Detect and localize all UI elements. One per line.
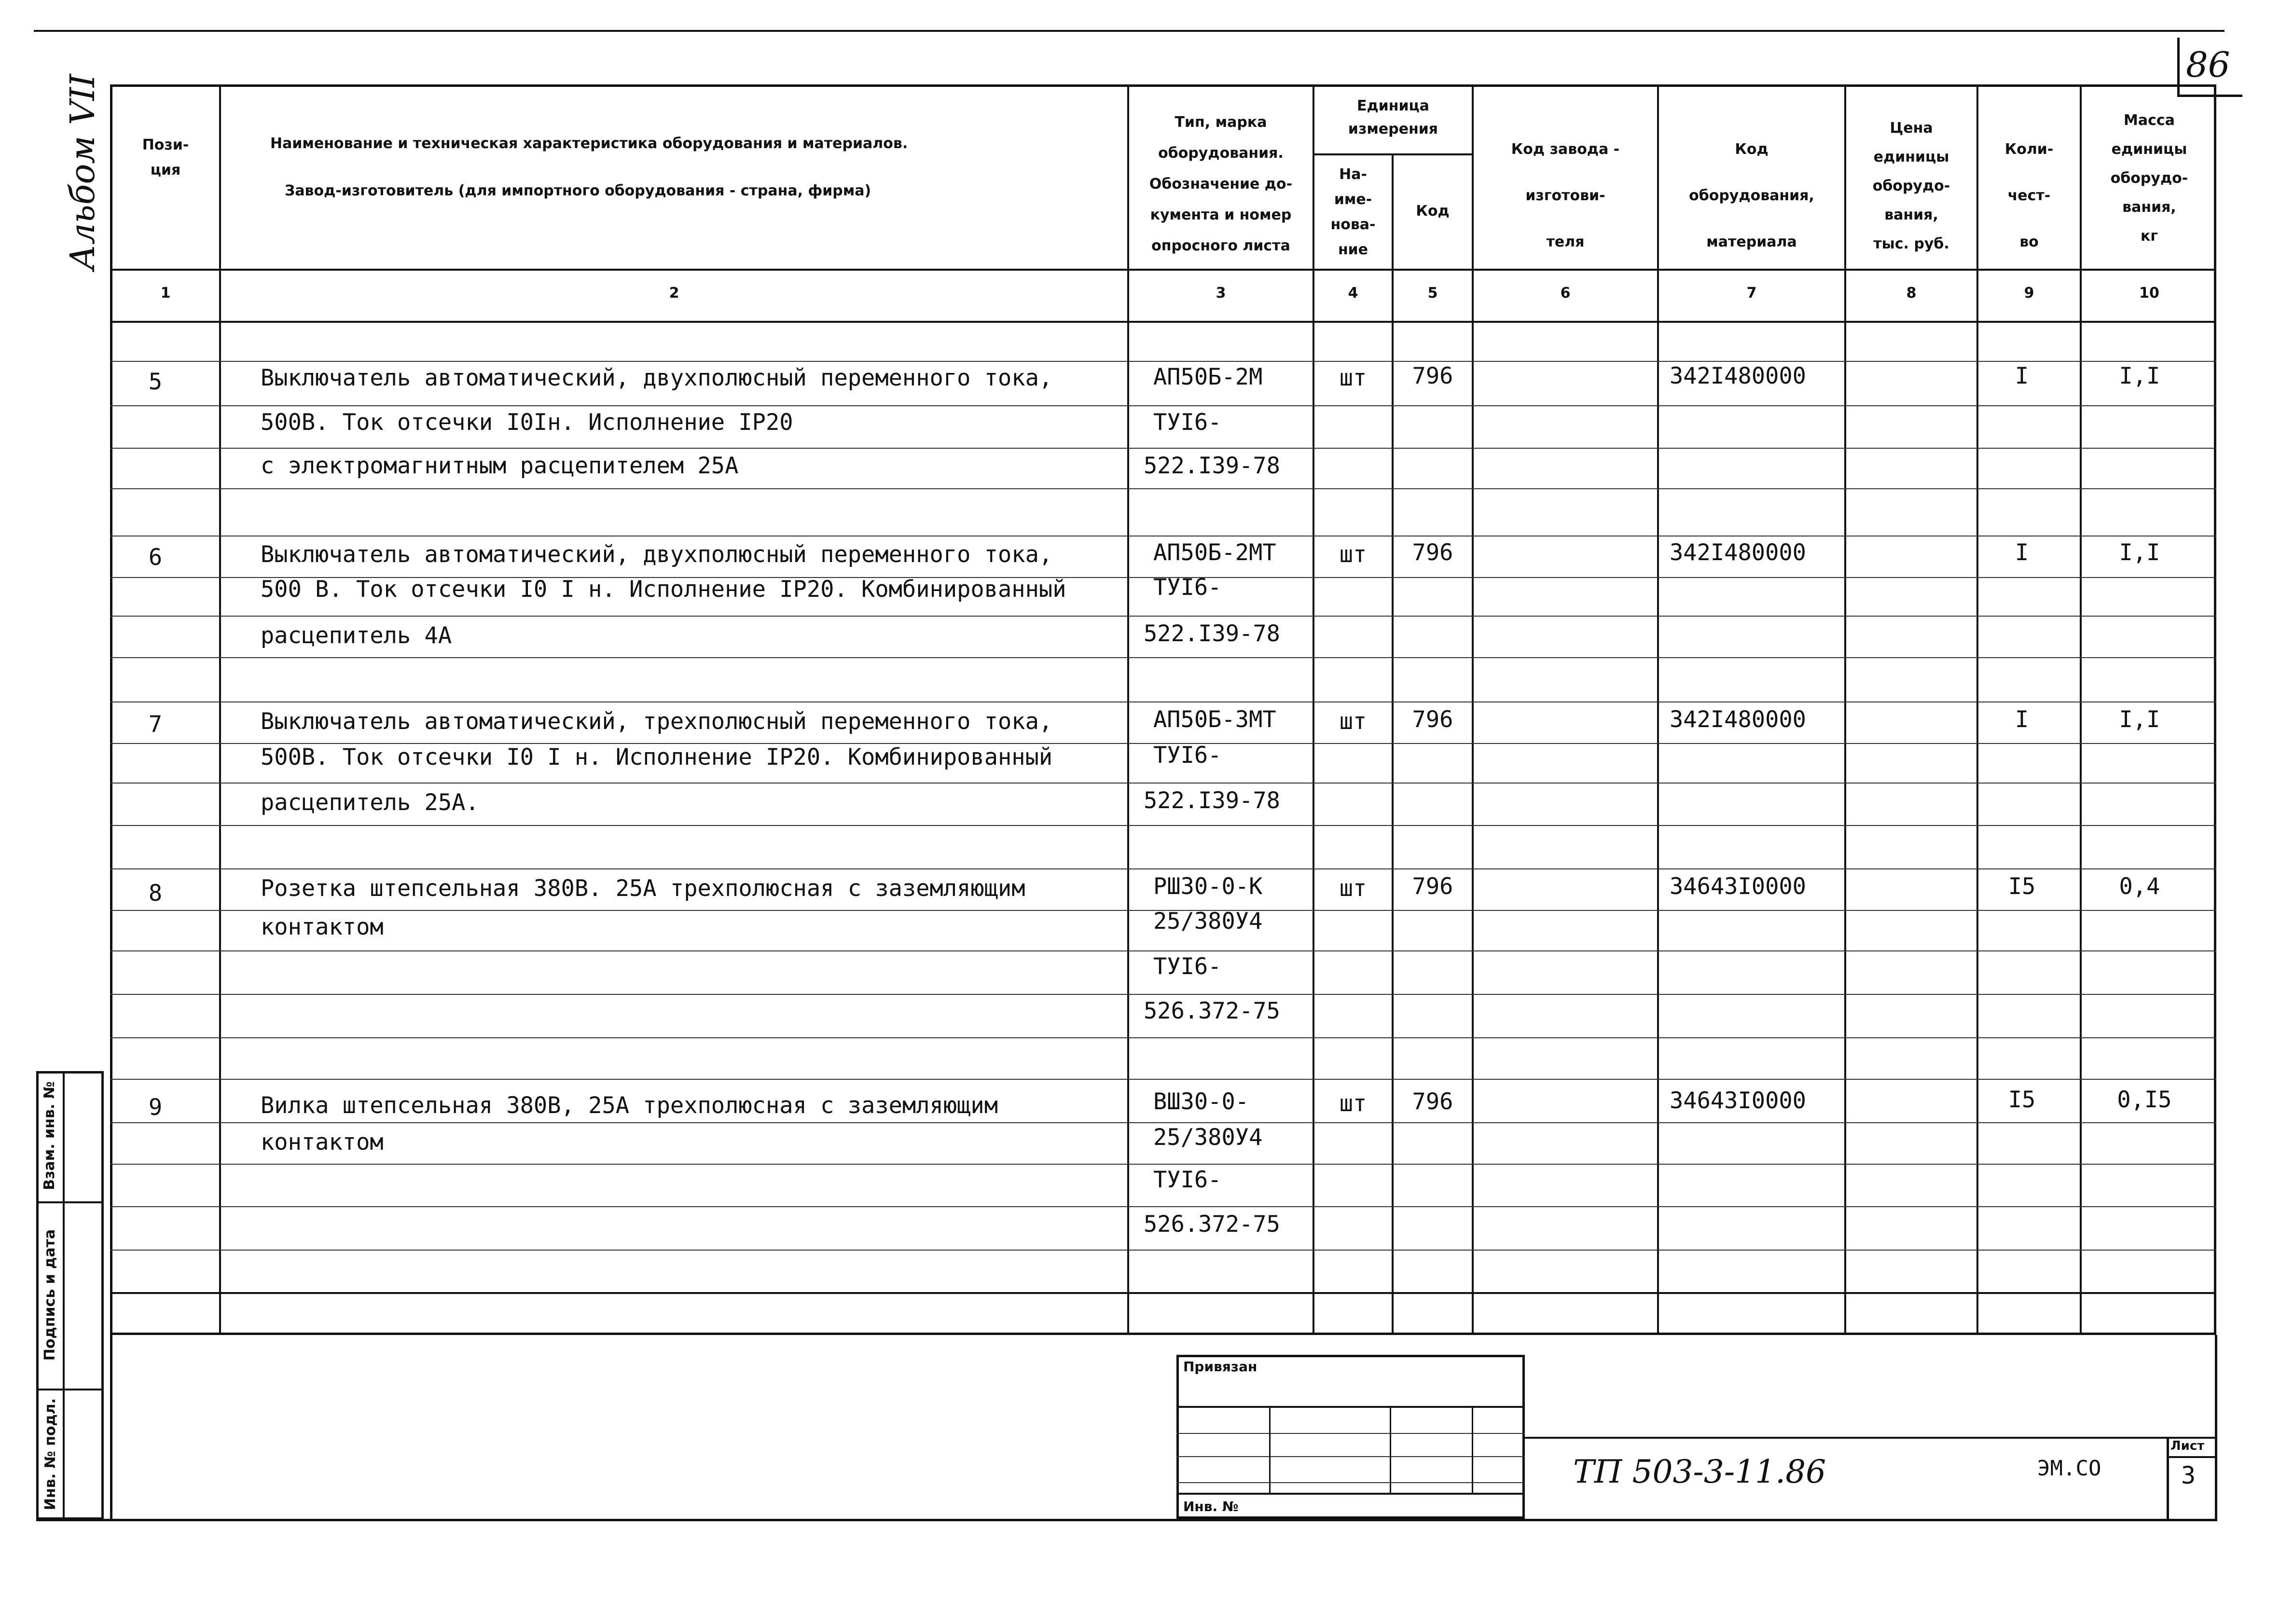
item-name: Выключатель автоматический, двухполюсный переменного тока, <box>261 541 1053 568</box>
col-number: 8 <box>1906 285 1917 302</box>
item-type: 522.I39-78 <box>1144 787 1280 814</box>
item-unit: шт <box>1339 708 1367 735</box>
col-number: 1 <box>160 285 171 302</box>
item-mass: 0,4 <box>2119 873 2160 900</box>
header-qty: Коли- чест- во <box>2004 141 2054 250</box>
item-name: Розетка штепсельная 380В. 25А трехполюсная с заземляющим <box>261 875 1025 902</box>
item-type: ТУI6- <box>1153 742 1222 769</box>
item-qty: I <box>2015 539 2029 566</box>
colnum-bottom <box>110 321 2216 323</box>
stamp-sheet-label: Лист <box>2170 1439 2205 1453</box>
item-name: контактом <box>261 1129 384 1156</box>
item-equip-code: 342I480000 <box>1670 539 1806 566</box>
item-name: 500 В. Ток отсечки I0 I н. Исполнение IP20. Комбинированный <box>261 576 1066 603</box>
item-name: Выключатель автоматический, двухполюсный переменного тока, <box>261 365 1053 391</box>
item-type: ТУI6- <box>1153 1167 1222 1193</box>
item-type: ВШ30-0- <box>1153 1088 1249 1115</box>
unit-group-line <box>1313 153 1474 155</box>
header-unit-group: Единица измерения <box>1348 97 1438 138</box>
item-type: ТУI6- <box>1153 953 1222 980</box>
item-type: АП50Б-2М <box>1153 364 1263 390</box>
col-number: 5 <box>1427 285 1438 302</box>
item-unit-code: 796 <box>1412 363 1453 389</box>
item-name: с электромагнитным расцепителем 25А <box>261 453 739 479</box>
item-unit: шт <box>1339 875 1367 902</box>
item-name: Выключатель автоматический, трехполюсный переменного тока, <box>261 708 1053 735</box>
col-divider <box>1392 154 1394 1335</box>
item-type: ТУI6- <box>1153 409 1222 436</box>
item-type: ТУI6- <box>1153 574 1222 601</box>
item-qty: I <box>2015 706 2029 733</box>
item-unit: шт <box>1339 365 1367 391</box>
header-price: Цена единицы оборудо- вания, тыс. руб. <box>1872 120 1950 252</box>
header-type: Тип, марка оборудования. Обозначение до- кумента и номер опросного листа <box>1149 114 1293 254</box>
item-pos: 7 <box>148 711 163 738</box>
col-number: 3 <box>1216 285 1226 302</box>
item-type: 526.372-75 <box>1144 1211 1280 1238</box>
header-bottom <box>110 269 2216 271</box>
item-unit-code: 796 <box>1412 539 1453 566</box>
stamp-doc-code: ТП 503-3-11.86 <box>1573 1453 1826 1490</box>
header-pos: Пози- ция <box>142 137 189 179</box>
side-label-inv-podl: Инв. № подл. <box>42 1398 59 1511</box>
stamp-privyazan: Привязан <box>1183 1359 1257 1375</box>
header-name-line1: Наименование и техническая характеристика оборудования и материалов. <box>270 135 908 152</box>
item-name: Вилка штепсельная 380В, 25А трехполюсная с заземляющим <box>261 1092 998 1119</box>
header-name-line2: Завод-изготовитель (для импортного оборудования - страна, фирма) <box>285 182 871 199</box>
item-name: контактом <box>261 914 384 940</box>
item-unit-code: 796 <box>1412 873 1453 900</box>
item-mass: I,I <box>2119 706 2160 733</box>
item-equip-code: 34643I0000 <box>1670 1087 1806 1114</box>
item-name: 500В. Ток отсечки I0 I н. Исполнение IP20. Комбинированный <box>261 744 1053 771</box>
col-divider <box>219 84 221 1335</box>
item-unit-code: 796 <box>1412 706 1453 733</box>
stamp-inv-no: Инв. № <box>1183 1499 1239 1514</box>
item-type: 25/380У4 <box>1153 1124 1263 1151</box>
header-unit-code: Код <box>1416 203 1450 220</box>
item-type: 522.I39-78 <box>1144 620 1280 647</box>
item-qty: I5 <box>2008 1087 2036 1113</box>
item-mass: I,I <box>2119 363 2160 389</box>
item-pos: 9 <box>148 1094 163 1121</box>
col-divider <box>1844 84 1846 1335</box>
item-equip-code: 34643I0000 <box>1670 873 1806 900</box>
item-unit: шт <box>1339 1090 1367 1117</box>
col-number: 9 <box>2024 285 2034 302</box>
item-type: АП50Б-3МТ <box>1153 706 1276 733</box>
col-divider <box>1472 84 1474 1335</box>
item-name: 500В. Ток отсечки I0Iн. Исполнение IP20 <box>261 409 793 436</box>
item-name: расцепитель 4А <box>261 622 452 649</box>
item-pos: 8 <box>148 880 163 907</box>
item-type: 522.I39-78 <box>1144 453 1280 479</box>
item-type: 526.372-75 <box>1144 998 1280 1024</box>
col-number: 10 <box>2139 285 2159 302</box>
page-number: 86 <box>2186 44 2230 85</box>
item-qty: I5 <box>2008 873 2036 900</box>
item-name: расцепитель 25А. <box>261 789 479 816</box>
item-pos: 6 <box>148 544 163 571</box>
item-qty: I <box>2015 363 2029 389</box>
col-number: 2 <box>669 285 679 302</box>
header-factory-code: Код завода - изготови- теля <box>1511 141 1620 250</box>
album-label: Альбом VII <box>63 74 102 270</box>
side-label-podpis: Подпись и дата <box>41 1229 58 1361</box>
item-pos: 5 <box>148 369 163 395</box>
stamp-sheet-code: ЭМ.СО <box>2037 1456 2101 1481</box>
item-equip-code: 342I480000 <box>1670 363 1806 389</box>
col-number: 4 <box>1348 285 1358 302</box>
item-equip-code: 342I480000 <box>1670 706 1806 733</box>
item-mass: 0,I5 <box>2117 1087 2172 1113</box>
item-unit-code: 796 <box>1412 1088 1453 1115</box>
side-label-vzam: Взам. инв. № <box>41 1081 58 1190</box>
col-divider <box>1657 84 1659 1335</box>
col-number: 7 <box>1746 285 1757 302</box>
header-mass: Масса единицы оборудо- вания, кг <box>2110 112 2188 245</box>
item-type: 25/380У4 <box>1153 908 1263 935</box>
stamp-sheet-no: 3 <box>2181 1461 2196 1489</box>
item-mass: I,I <box>2119 539 2160 566</box>
item-type: РШ30-0-К <box>1153 873 1263 900</box>
header-equip-code: Код оборудования, материала <box>1689 141 1814 250</box>
item-unit: шт <box>1339 541 1367 568</box>
item-type: АП50Б-2МТ <box>1153 539 1276 566</box>
col-divider <box>1127 84 1129 1335</box>
col-number: 6 <box>1560 285 1571 302</box>
header-unit-name: На- име- нова- ние <box>1330 166 1376 258</box>
